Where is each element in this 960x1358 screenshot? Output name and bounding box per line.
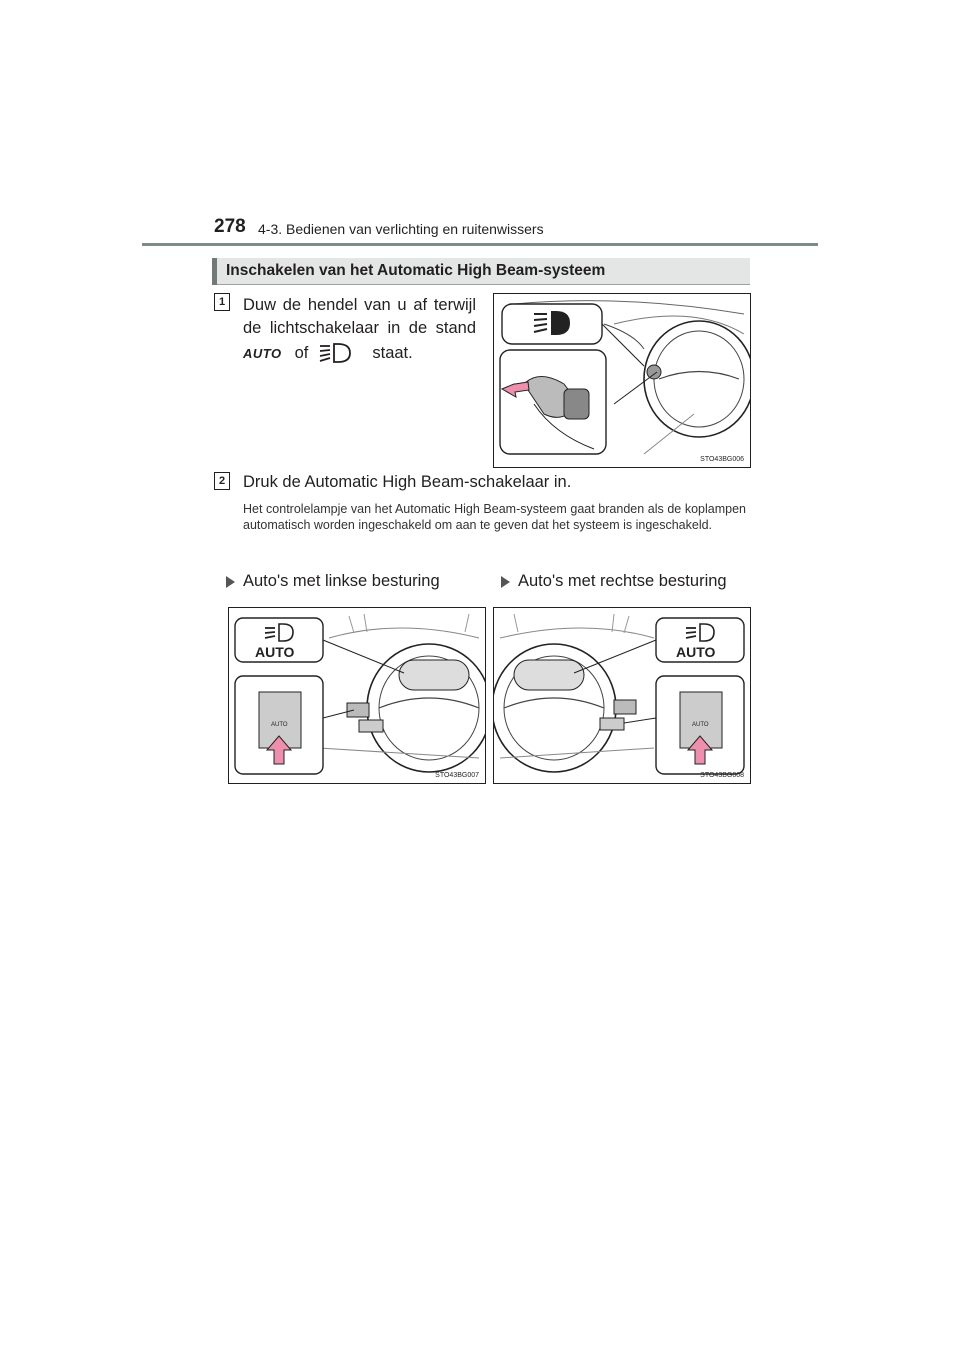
variant-label-text: Auto's met linkse besturing <box>243 572 440 590</box>
svg-text:AUTO: AUTO <box>271 722 288 728</box>
auto-position-icon: AUTO <box>243 345 282 361</box>
heading-text: Inschakelen van het Automatic High Beam-systeem <box>226 262 606 279</box>
step-1-text: Duw de hendel van u af terwijl de lichtschakelaar in de stand <box>243 296 476 337</box>
headlight-icon <box>318 342 358 364</box>
figure-lhd <box>228 607 486 784</box>
step-2-text: Druk de Automatic High Beam-schakelaar in. <box>243 473 572 491</box>
step-1-suffix: staat. <box>372 343 413 362</box>
variant-label-rhd <box>501 572 727 591</box>
step-2-note: Het controlelampje van het Automatic High Beam-systeem gaat branden als de koplampen automatisch worden ingeschakeld om aan te geven dat het systeem is ingeschakeld. <box>243 502 746 532</box>
figure-lever <box>493 293 751 468</box>
step-1-symbols <box>243 342 413 364</box>
figure-rhd <box>493 607 751 784</box>
auto-label: AUTO <box>255 644 295 660</box>
figure-code: STO43BG006 <box>700 456 744 463</box>
bullet-triangle-icon <box>501 576 510 588</box>
bullet-triangle-icon <box>226 576 235 588</box>
figure-code: STO43BG008 <box>700 772 744 779</box>
figure-code: STO43BG007 <box>435 772 479 779</box>
variant-label-text: Auto's met rechtse besturing <box>518 572 727 590</box>
step-1-connector: of <box>294 343 309 362</box>
heading-accent <box>212 258 217 285</box>
header-rule <box>142 243 818 246</box>
subsection-heading <box>212 258 750 285</box>
svg-text:AUTO: AUTO <box>692 722 709 728</box>
variant-label-lhd <box>226 572 440 591</box>
svg-text:AUTO: AUTO <box>676 644 716 660</box>
page-number: 278 <box>214 216 246 237</box>
step-1-badge: 1 <box>214 293 230 311</box>
section-title: 4-3. Bedienen van verlichting en ruitenwissers <box>258 221 544 237</box>
step-2-badge: 2 <box>214 472 230 490</box>
